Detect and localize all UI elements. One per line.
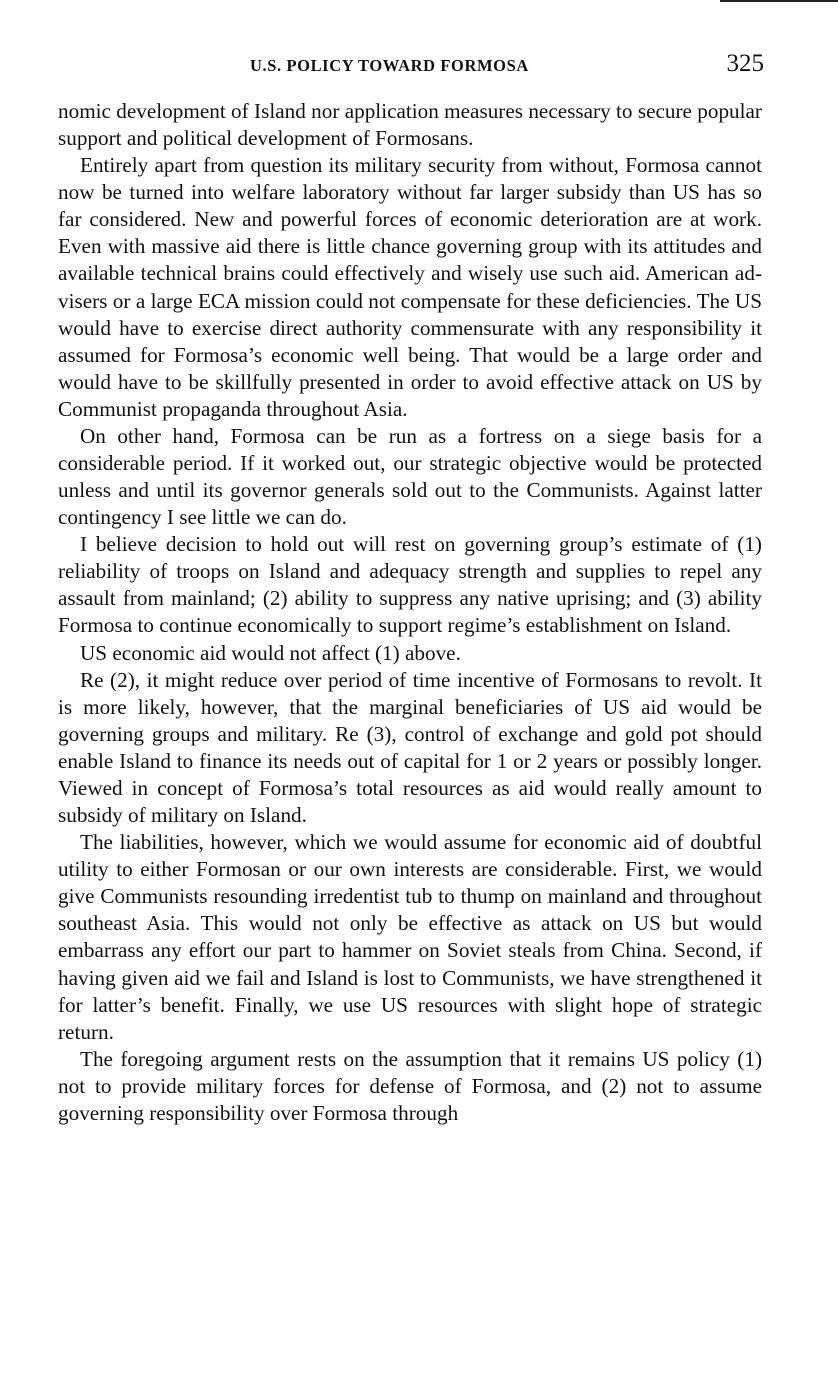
paragraph-foregoing-argument: The foregoing argument rests on the assumption that it remains US policy (1) not to provide military forces for defense of Formosa, and (2) not to assume governing responsibility over Formosa through bbox=[58, 1046, 762, 1125]
page-header bbox=[58, 50, 764, 80]
paragraph-liabilities: The liabilities, however, which we would assume for economic aid of doubtful utility to either Formosan or our own interests are considerable. First, we would give Communists resounding irredentist tub to thump on mainland and throughout southeast Asia. This would not only be effective as attack on US but would embarrass any effort our part to hammer on Soviet steals from China. Second, if having given aid we fail and Island is lost to Communists, we have strengthened it for latter’s benefit. Finally, we use US resources with slight hope of strategic return. bbox=[58, 830, 762, 1044]
paragraph-decision-estimate: I believe decision to hold out will rest on governing group’s estimate of (1) reliability of troops on Island and adequacy strength and supplies to repel any assault from mainland; (2) ability to suppress any native uprising; and (3) ability Formosa to continue economically to support regime’s establishment on Island. bbox=[58, 532, 762, 638]
paragraph-aid-not-affect: US economic aid would not affect (1) above. bbox=[80, 640, 461, 665]
page-number: 325 bbox=[726, 50, 764, 77]
running-head: U.S. POLICY TOWARD FORMOSA bbox=[250, 56, 529, 75]
paragraph-welfare-laboratory: Entirely apart from question its military security from without, Formosa cannot now be turned into welfare laboratory without far larger subsidy than US has so far considered. New and powerful forces of economic deterioration are at work. Even with massive aid there is little chance governing group with its attitudes and available technical brains could effectively and wisely use such aid. American advisers or a large ECA mission could not compensate for these deficiencies. The US would have to exercise direct authority commensurate with any responsibility it assumed for Formosa’s economic well being. That would be a large order and would have to be skillfully presented in order to avoid effective attack on US by Communist propaganda throughout Asia. bbox=[58, 153, 762, 421]
paragraph-fortress: On other hand, Formosa can be run as a fortress on a siege basis for a considerable period. If it worked out, our strategic objective would be protected unless and until its governor generals sold out to the Communists. Against latter contingency I see little we can do. bbox=[58, 423, 762, 530]
paragraph-continued: nomic development of Island nor application measures necessary to secure popular support and political development of Formosans. bbox=[58, 99, 762, 151]
body-text bbox=[58, 98, 762, 1127]
paragraph-re-two-three: Re (2), it might reduce over period of time incentive of Formosans to revolt. It is more likely, however, that the marginal beneficiaries of US aid would be governing groups and military. Re (3), control of exchange and gold pot should enable Island to finance its needs out of capital for 1 or 2 years or possibly longer. Viewed in concept of Formosa’s total resources as aid would really amount to subsidy of military on Island. bbox=[58, 667, 762, 828]
top-edge-rule bbox=[720, 0, 838, 2]
